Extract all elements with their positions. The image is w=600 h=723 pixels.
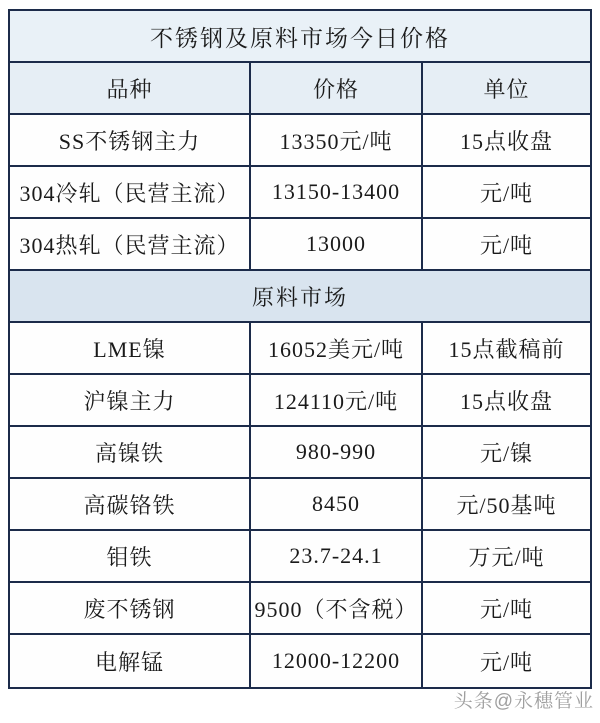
table-row (10, 323, 590, 375)
variety-cell: 304冷轧（民营主流） (10, 167, 251, 217)
variety-cell: 高镍铁 (10, 427, 251, 477)
table-row (10, 583, 590, 635)
header-variety: 品种 (10, 63, 251, 113)
price-cell: 9500（不含税） (251, 583, 423, 633)
table-row (10, 635, 590, 687)
variety-cell: SS不锈钢主力 (10, 115, 251, 165)
price-cell: 23.7-24.1 (251, 531, 423, 581)
variety-cell: 304热轧（民营主流） (10, 219, 251, 269)
price-cell: 13350元/吨 (251, 115, 423, 165)
table-row (10, 427, 590, 479)
unit-cell: 元/吨 (479, 232, 534, 258)
price-table (8, 9, 592, 689)
section-header-row (10, 271, 590, 323)
table-row (10, 115, 590, 167)
price-cell: 16052美元/吨 (251, 323, 423, 373)
unit-cell: 元/镍 (479, 440, 534, 466)
unit-cell: 15点收盘 (459, 128, 553, 154)
variety-cell: 沪镍主力 (10, 375, 251, 425)
watermark: 头条@永穗管业 (453, 691, 594, 712)
unit-cell: 元/50基吨 (456, 492, 557, 518)
unit-cell: 15点截稿前 (448, 336, 565, 362)
table-header-row (10, 63, 590, 115)
price-cell: 8450 (251, 479, 423, 529)
table-row (10, 375, 590, 427)
variety-cell: LME镍 (10, 323, 251, 373)
table-row (10, 219, 590, 271)
variety-cell: 电解锰 (10, 635, 251, 687)
section-header: 原料市场 (251, 284, 348, 310)
variety-cell: 钼铁 (10, 531, 251, 581)
unit-cell: 15点收盘 (459, 388, 553, 414)
unit-cell: 元/吨 (479, 596, 534, 622)
table-title: 不锈钢及原料市场今日价格 (150, 25, 450, 51)
unit-cell: 元/吨 (479, 180, 534, 206)
price-cell: 12000-12200 (251, 635, 423, 687)
table-row (10, 167, 590, 219)
price-cell: 124110元/吨 (251, 375, 423, 425)
variety-cell: 废不锈钢 (10, 583, 251, 633)
price-cell: 13150-13400 (251, 167, 423, 217)
header-price: 价格 (251, 63, 423, 113)
unit-cell: 万元/吨 (468, 544, 545, 570)
header-unit: 单位 (483, 76, 530, 102)
price-cell: 13000 (251, 219, 423, 269)
variety-cell: 高碳铬铁 (10, 479, 251, 529)
table-title-row (10, 11, 590, 63)
unit-cell: 元/吨 (479, 649, 534, 675)
price-cell: 980-990 (251, 427, 423, 477)
table-row (10, 531, 590, 583)
table-row (10, 479, 590, 531)
